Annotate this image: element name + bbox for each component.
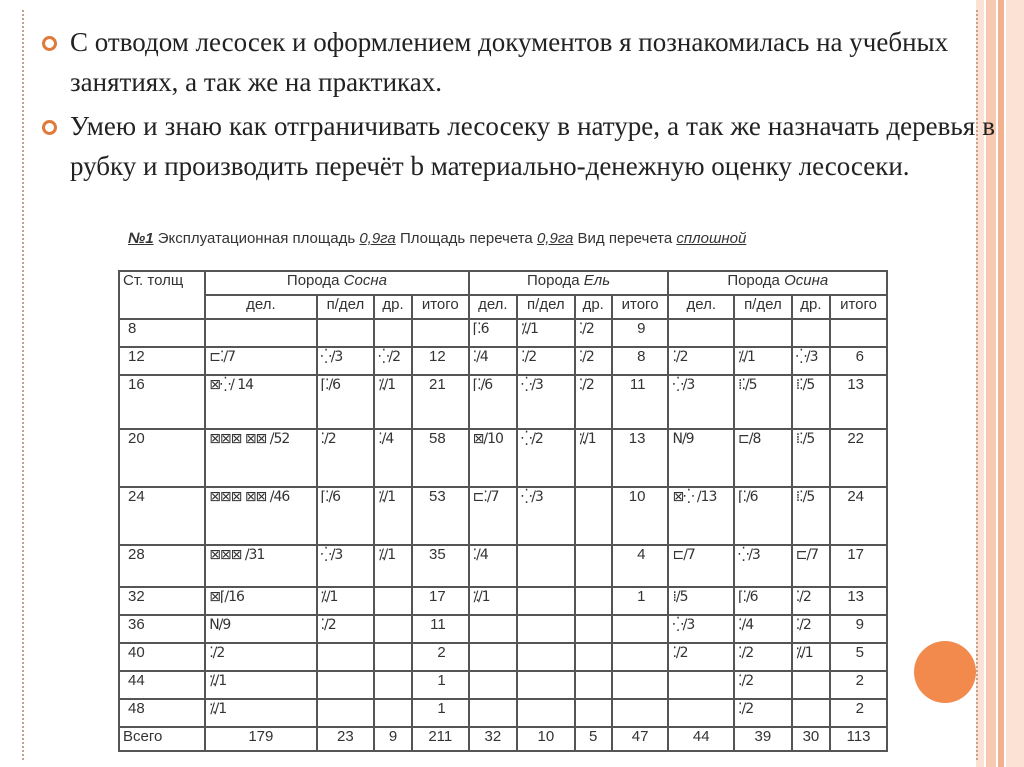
tally-cell: ⁛/3: [734, 545, 792, 587]
bullet-list: [40, 22, 995, 190]
thickness-cell: 44: [119, 671, 205, 699]
total-cell: 13: [830, 587, 887, 615]
total-cell: 17: [412, 587, 469, 615]
thickness-header: Ст. толщ: [119, 271, 205, 319]
tally-cell: [734, 319, 792, 347]
tally-cell: ⁚/2: [575, 347, 612, 375]
tally-cell: ⁚/2: [792, 615, 830, 643]
tally-cell: ⊠⊠⊠ /31: [205, 545, 316, 587]
grand-total-cell: 113: [830, 727, 887, 751]
subheader-cell: п/дел: [317, 295, 375, 319]
tally-cell: ⁛/2: [517, 429, 575, 487]
caption-text: Вид перечета: [577, 230, 673, 247]
tally-cell: [517, 545, 575, 587]
tally-cell: [792, 671, 830, 699]
tally-cell: [575, 615, 612, 643]
tally-cell: ⊏⁚/7: [469, 487, 517, 545]
tally-cell: ⁛/3: [517, 487, 575, 545]
decorative-circle: [914, 641, 976, 703]
tally-cell: [668, 319, 734, 347]
tally-cell: [374, 643, 412, 671]
tally-cell: ⁛/2: [374, 347, 412, 375]
total-cell: [612, 671, 669, 699]
tally-cell: [517, 643, 575, 671]
tally-cell: ⁛/3: [668, 615, 734, 643]
tally-cell: ⊏/7: [668, 545, 734, 587]
tally-cell: ⁚/2: [734, 643, 792, 671]
subheader-cell: дел.: [469, 295, 517, 319]
total-cell: [612, 615, 669, 643]
bullet-text: С отводом лесосек и оформлением документов я познакомилась на учебных занятиях, а так же на практиках.: [70, 27, 949, 97]
tally-cell: ⁚/2: [792, 587, 830, 615]
total-cell: [612, 699, 669, 727]
grand-total-cell: 179: [205, 727, 316, 751]
tally-cell: [575, 699, 612, 727]
total-cell: 11: [412, 615, 469, 643]
tally-cell: [469, 615, 517, 643]
bullet-item: [40, 22, 995, 102]
tally-cell: [374, 319, 412, 347]
tally-cell: [575, 587, 612, 615]
grand-total-cell: 211: [412, 727, 469, 751]
bullet-item: [40, 106, 995, 186]
tally-cell: ⁞⁚/5: [792, 487, 830, 545]
total-cell: 17: [830, 545, 887, 587]
grand-total-cell: 39: [734, 727, 792, 751]
tally-cell: ⁒/1: [205, 671, 316, 699]
tally-cell: [517, 615, 575, 643]
total-cell: 1: [412, 671, 469, 699]
tally-cell: ⁞⁚/5: [734, 375, 792, 429]
total-cell: 35: [412, 545, 469, 587]
table-row: [119, 587, 887, 615]
table-caption: [128, 230, 746, 247]
total-cell: 1: [412, 699, 469, 727]
total-cell: 24: [830, 487, 887, 545]
caption-text: Эксплуатационная площадь: [157, 230, 356, 247]
subheader-cell: п/дел: [517, 295, 575, 319]
thickness-cell: 24: [119, 487, 205, 545]
tally-cell: ⊠⌈/16: [205, 587, 316, 615]
tally-cell: ⁚/4: [734, 615, 792, 643]
bullet-text: Умею и знаю как отграничивать лесосеку в натуре, а так же назначать деревья в рубку и производить перечёт b материально-денежную оценку лесосеки.: [70, 111, 995, 181]
total-cell: 9: [612, 319, 669, 347]
tally-cell: [317, 643, 375, 671]
total-cell: 21: [412, 375, 469, 429]
tally-cell: ⁚/4: [469, 347, 517, 375]
tally-cell: ⁚/4: [374, 429, 412, 487]
tally-cell: ⁚/2: [668, 347, 734, 375]
totals-label: Всего: [119, 727, 205, 751]
total-cell: 2: [830, 671, 887, 699]
total-cell: 5: [830, 643, 887, 671]
tally-cell: ⌈⁚/6: [317, 375, 375, 429]
tally-cell: ⁒/1: [374, 487, 412, 545]
tally-cell: [469, 643, 517, 671]
total-cell: 1: [612, 587, 669, 615]
total-cell: [612, 643, 669, 671]
total-cell: 12: [412, 347, 469, 375]
subheader-cell: др.: [374, 295, 412, 319]
total-cell: 10: [612, 487, 669, 545]
tally-cell: ⊠⊠⊠ ⊠⊠ /52: [205, 429, 316, 487]
tally-cell: [205, 319, 316, 347]
thickness-cell: 48: [119, 699, 205, 727]
tally-cell: ⌈⁚/6: [734, 587, 792, 615]
subheader-cell: др.: [792, 295, 830, 319]
tally-cell: ⁚/2: [575, 319, 612, 347]
tally-cell: ⊠/10: [469, 429, 517, 487]
subheader-cell: дел.: [205, 295, 316, 319]
tally-cell: [575, 643, 612, 671]
tally-cell: [374, 615, 412, 643]
tally-cell: ⊏/8: [734, 429, 792, 487]
tally-cell: ⌈⁚/6: [317, 487, 375, 545]
caption-value: сплошной: [676, 230, 747, 247]
grand-total-cell: 23: [317, 727, 375, 751]
total-cell: 2: [412, 643, 469, 671]
table-row: [119, 319, 887, 347]
tally-cell: [792, 319, 830, 347]
tally-cell: [517, 699, 575, 727]
subheader-cell: итого: [830, 295, 887, 319]
subheader-cell: дел.: [668, 295, 734, 319]
grand-total-cell: 44: [668, 727, 734, 751]
subheader-cell: п/дел: [734, 295, 792, 319]
table-row: [119, 615, 887, 643]
caption-value: 0,9га: [536, 230, 574, 247]
thickness-cell: 40: [119, 643, 205, 671]
species-header: Порода Осина: [668, 271, 887, 295]
tally-cell: ⁚/2: [575, 375, 612, 429]
tally-cell: ⊠⊠⊠ ⊠⊠ /46: [205, 487, 316, 545]
tally-cell: [317, 671, 375, 699]
total-cell: 13: [830, 375, 887, 429]
tally-cell: [374, 671, 412, 699]
subheader-cell: итого: [412, 295, 469, 319]
tally-cell: ⁒/1: [205, 699, 316, 727]
table-row: [119, 699, 887, 727]
total-cell: 6: [830, 347, 887, 375]
tally-cell: [668, 699, 734, 727]
bullet-ring-icon: [42, 36, 57, 51]
thickness-cell: 36: [119, 615, 205, 643]
table-row: [119, 487, 887, 545]
table-row: [119, 347, 887, 375]
tally-cell: N/9: [668, 429, 734, 487]
table-row: [119, 545, 887, 587]
caption-text: Площадь перечета: [399, 230, 533, 247]
total-cell: 8: [612, 347, 669, 375]
tally-cell: [575, 545, 612, 587]
tally-cell: ⁚/2: [205, 643, 316, 671]
tally-cell: [668, 671, 734, 699]
caption-number: №1: [128, 230, 154, 247]
tally-cell: ⌈⁚/6: [469, 375, 517, 429]
grand-total-cell: 30: [792, 727, 830, 751]
tally-cell: [317, 699, 375, 727]
tally-cell: ⁒/1: [575, 429, 612, 487]
tally-cell: ⁛/3: [317, 545, 375, 587]
totals-row: [119, 727, 887, 751]
caption-value: 0,9га: [359, 230, 396, 247]
tally-cell: ⁒/1: [517, 319, 575, 347]
tally-cell: ⁚/2: [317, 429, 375, 487]
grand-total-cell: 5: [575, 727, 612, 751]
total-cell: 4: [612, 545, 669, 587]
grand-total-cell: 10: [517, 727, 575, 751]
tally-cell: ⁚/4: [469, 545, 517, 587]
total-cell: 22: [830, 429, 887, 487]
total-cell: 11: [612, 375, 669, 429]
thickness-cell: 32: [119, 587, 205, 615]
bullet-ring-icon: [42, 120, 57, 135]
species-header: Порода Сосна: [205, 271, 468, 295]
total-cell: [830, 319, 887, 347]
table-row: [119, 643, 887, 671]
tally-cell: ⁚/2: [668, 643, 734, 671]
tally-cell: ⁒/1: [317, 587, 375, 615]
tally-cell: ⁒/1: [469, 587, 517, 615]
thickness-cell: 28: [119, 545, 205, 587]
thickness-cell: 8: [119, 319, 205, 347]
tally-cell: [575, 487, 612, 545]
subheader-cell: итого: [612, 295, 669, 319]
tally-cell: [374, 587, 412, 615]
tally-cell: [469, 699, 517, 727]
tally-cell: [469, 671, 517, 699]
tally-cell: ⁚/2: [317, 615, 375, 643]
tally-cell: ⁞⁚/5: [792, 429, 830, 487]
grand-total-cell: 9: [374, 727, 412, 751]
tally-cell: [792, 699, 830, 727]
tally-cell: [517, 587, 575, 615]
tally-cell: ⁒/1: [734, 347, 792, 375]
total-cell: [412, 319, 469, 347]
tally-cell: ⁒/1: [374, 375, 412, 429]
tally-cell: ⁒/1: [792, 643, 830, 671]
thickness-cell: 16: [119, 375, 205, 429]
table-row: [119, 429, 887, 487]
tally-cell: ⁛/3: [317, 347, 375, 375]
tally-cell: N/9: [205, 615, 316, 643]
tally-cell: ⁞⁚/5: [792, 375, 830, 429]
tally-cell: ⁛/3: [792, 347, 830, 375]
tally-table: [118, 270, 888, 752]
tally-cell: [517, 671, 575, 699]
tally-cell: ⁒/1: [374, 545, 412, 587]
tally-cell: ⊏/7: [792, 545, 830, 587]
tally-cell: [575, 671, 612, 699]
species-header: Порода Ель: [469, 271, 669, 295]
tally-cell: ⁛/3: [517, 375, 575, 429]
total-cell: 9: [830, 615, 887, 643]
grand-total-cell: 32: [469, 727, 517, 751]
subheader-cell: др.: [575, 295, 612, 319]
tally-cell: ⊏⁚/7: [205, 347, 316, 375]
total-cell: 53: [412, 487, 469, 545]
tally-cell: ⁛/3: [668, 375, 734, 429]
tally-cell: ⌈⁚/6: [734, 487, 792, 545]
tally-cell: [317, 319, 375, 347]
tally-cell: ⁚/2: [517, 347, 575, 375]
tally-cell: ⁚/2: [734, 671, 792, 699]
thickness-cell: 12: [119, 347, 205, 375]
tally-cell: ⌈⁚6: [469, 319, 517, 347]
tally-cell: ⁚/2: [734, 699, 792, 727]
tally-cell: [374, 699, 412, 727]
table-row: [119, 671, 887, 699]
thickness-cell: 20: [119, 429, 205, 487]
table-row: [119, 375, 887, 429]
tally-cell: ⊠⁛ /13: [668, 487, 734, 545]
total-cell: 2: [830, 699, 887, 727]
tally-cell: ⊠⁛/ 14: [205, 375, 316, 429]
tally-cell: ⁞/5: [668, 587, 734, 615]
total-cell: 13: [612, 429, 669, 487]
total-cell: 58: [412, 429, 469, 487]
grand-total-cell: 47: [612, 727, 669, 751]
